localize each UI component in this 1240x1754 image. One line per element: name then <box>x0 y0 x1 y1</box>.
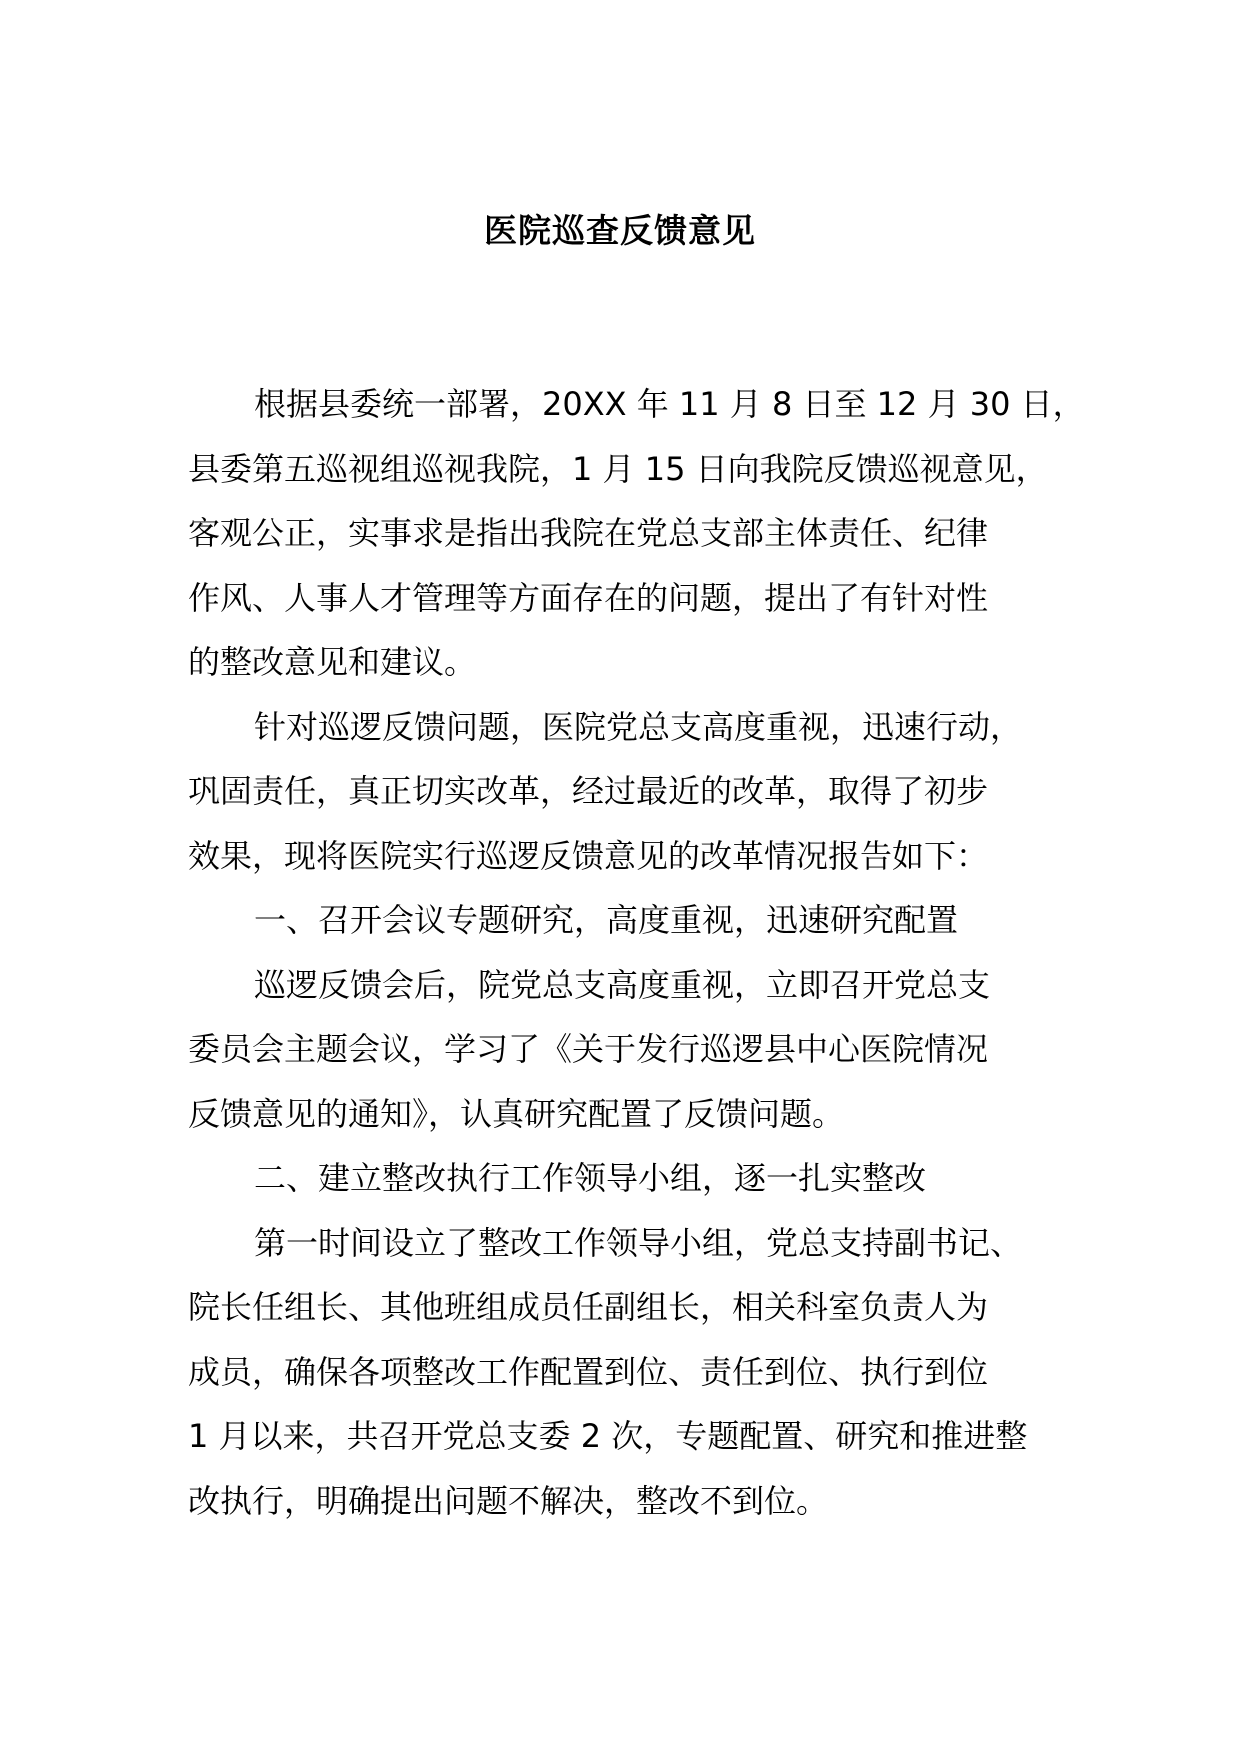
paragraph-line: 委员会主题会议，学习了《关于发行巡逻县中心医院情况 <box>188 1030 989 1068</box>
paragraph-line: 根据县委统一部署，20XX 年 11 月 8 日至 12 月 30 日， <box>254 385 1085 423</box>
paragraph-line: 反馈意见的通知》，认真研究配置了反馈问题。 <box>188 1094 845 1133</box>
paragraph-line: 客观公正，实事求是指出我院在党总支部主体责任、纪律 <box>188 514 989 552</box>
paragraph-line: 作风、人事人才管理等方面存在的问题，提出了有针对性 <box>188 578 989 617</box>
paragraph-line: 针对巡逻反馈问题，医院党总支高度重视，迅速行动， <box>254 707 1023 746</box>
paragraph-line: 县委第五巡视组巡视我院，1 月 15 日向我院反馈巡视意见， <box>188 449 1048 488</box>
paragraph-line: 第一时间设立了整改工作领导小组，党总支持副书记、 <box>254 1223 1023 1262</box>
document-body <box>188 372 1088 1533</box>
paragraph-line: 成员，确保各项整改工作配置到位、责任到位、执行到位 <box>188 1352 989 1391</box>
paragraph-line: 的整改意见和建议。 <box>188 643 477 681</box>
paragraph-line: 巡逻反馈会后，院党总支高度重视，立即召开党总支 <box>254 965 991 1004</box>
paragraph-line: 巩固责任，真正切实改革，经过最近的改革，取得了初步 <box>188 772 989 810</box>
paragraph-line: 1 月以来，共召开党总支委 2 次，专题配置、研究和推进整 <box>188 1417 1028 1455</box>
paragraph-line: 改执行，明确提出问题不解决，整改不到位。 <box>188 1481 829 1520</box>
paragraph-line: 效果，现将医院实行巡逻反馈意见的改革情况报告如下： <box>188 836 989 875</box>
paragraph-line: 院长任组长、其他班组成员任副组长，相关科室负责人为 <box>188 1288 989 1326</box>
section-heading-2: 二、建立整改执行工作领导小组，逐一扎实整改 <box>254 1159 927 1197</box>
section-heading-1: 一、召开会议专题研究，高度重视，迅速研究配置 <box>254 901 959 939</box>
document-title: 医院巡查反馈意见 <box>484 211 756 250</box>
